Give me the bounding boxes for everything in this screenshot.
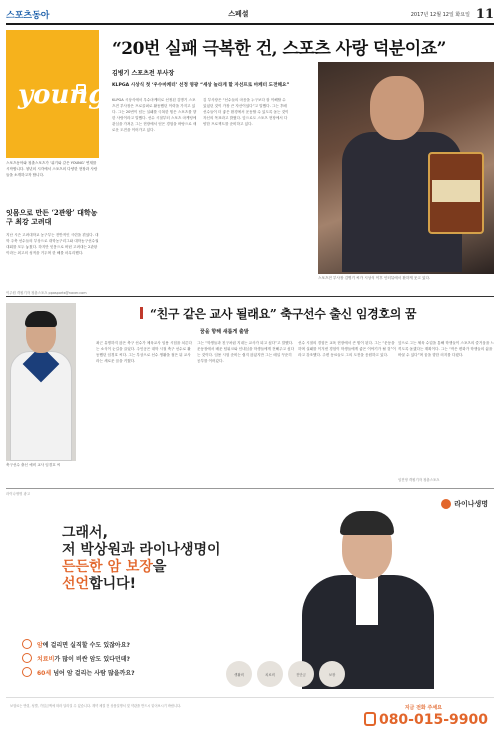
insurance-advertisement	[6, 488, 494, 736]
benefit-circle: 치료비	[257, 661, 283, 687]
benefit-circle: 보장	[319, 661, 345, 687]
ad-headline-line-1: 그래서,	[62, 525, 108, 541]
newspaper-logo: 스포츠동아	[6, 10, 50, 21]
ad-headline-highlight-2: 선언	[62, 576, 90, 592]
article2-column-3: 선수 시절의 경험은 교육 현장에서 큰 힘이 된다. 그는 “운동을 하며 실패를 이겨낸 경험이 학생들에게 좋은 이야기가 될 것”이라고 강조했다. 주변 동료들도 그의 도전을 응원하고 있다.	[298, 341, 396, 357]
ad-headline-line-4	[62, 576, 221, 593]
second-headline: “친구 같은 교사 될래요” 축구선수 출신 임경호의 꿈	[150, 305, 490, 322]
ad-brand-logo	[441, 499, 488, 509]
benefit-circle: 생활비	[226, 661, 252, 687]
interview-photo	[318, 62, 494, 274]
photo-figure-face	[370, 76, 424, 140]
young-logo-mark	[76, 84, 86, 94]
ad-question-2-text: 가 많이 비싼 암도 있다던데?	[54, 655, 130, 663]
question-icon	[22, 653, 32, 663]
left-contact: 이주원 객원기자 청춘스포츠 ppasports@naver.com	[6, 291, 87, 295]
spokesperson-hair	[340, 511, 394, 535]
ad-phone-label: 지금 전화 주세요	[404, 705, 442, 711]
masthead	[6, 6, 494, 22]
ad-question-1-keyword: 암	[37, 641, 43, 649]
page-number: 11	[475, 6, 494, 22]
ad-headline-highlight-1: 든든한 암 보장	[62, 559, 153, 575]
phone-icon	[364, 712, 376, 726]
ad-question-3	[22, 667, 192, 677]
ad-question-2-keyword: 치료비	[37, 655, 55, 663]
ad-question-2	[22, 653, 192, 663]
benefit-circle: 진단금	[288, 661, 314, 687]
ad-question-3-text: 넘어 암 걸리는 사람 많을까요?	[51, 669, 135, 677]
article-column-1: KLPGA 시상식에서 우수마케터로 선정된 김병기 스포츠전 부사장은 프로골퍼로 활동했던 이력을 가지고 있다. 그는 20번이 넘는 실패를 극복한 힘은 스포츠를 향한 사랑이라고 말했다. 선수 시절부터 스포츠 마케팅에 관심을 가져온 그는 현장에서 얻은 경험을 바탕으로 새로운 도전을 이어가고 있다.	[112, 98, 197, 132]
top-rule	[6, 23, 494, 25]
article2-column-1: 최근 유명하지 않은 축구 선수가 체육교사 임용 시험을 치른다는 소식이 눈길을 끌었다. 주인공은 대학 시절 축구 선수로 활동했던 임경호 씨다. 그는 부상으로 선수 생활을 접은 뒤 교사라는 새로운 꿈을 키웠다.	[96, 341, 192, 363]
ad-footer	[6, 697, 494, 735]
ad-question-1-text: 에 걸리면 실직할 수도 있잖아요?	[42, 641, 130, 649]
pull-quote: KLPGA 시상식 첫 ‘우수마케터’ 선정 영광 “세상 놀라게 할 자선프로 마케터 도전해요”	[112, 83, 290, 88]
ad-fine-print: 보험료는 연령, 성별, 가입금액에 따라 달라질 수 있습니다. 계약 체결 전 상품설명서 및 약관을 반드시 읽어보시기 바랍니다.	[10, 704, 182, 708]
section-title: 스페셜	[228, 10, 249, 18]
left-column-text: 지난 시즌 고려대학교 농구부는 전반적인 시련을 겪었다. 대학 주축 선수들의 부상으로 대학농구리그와 대학농구선수권대회를 모두 놓쳤다. 하지만 잇몸으로 버틴 고려대는 2관왕이라는 최고의 성적을 거두며 한 해를 마무리했다.	[6, 233, 99, 255]
article2-column-2: 그는 “학생들과 친구처럼 지내는 교사가 되고 싶다”고 말했다. 운동장에서 배운 팀워크와 인내심을 학생들에게 전해주고 싶다는 것이다. 임용 시험 준비는 쉽지 않았지만 그는 매일 꾸준히 공부를 이어갔다.	[197, 341, 295, 363]
interview-photo-caption: 스포츠전 부사장 김병기 씨가 시상식 이후 인터뷰에서 환하게 웃고 있다.	[318, 276, 431, 280]
issue-date: 2017년 12월 12일 화요일	[410, 11, 470, 18]
brand-logo-icon	[441, 499, 451, 509]
ad-benefit-circles	[226, 661, 345, 687]
ad-brand-name: 라이나생명	[454, 500, 488, 508]
ad-top-strip: 라이나생명 광고	[6, 492, 31, 496]
second-subhead: 꿈을 향해 새롭게 출발	[200, 329, 249, 335]
young-logo-text: young	[18, 80, 107, 110]
question-icon	[22, 639, 32, 649]
ad-question-3-keyword: 60세	[37, 669, 52, 677]
article-column-2: 김 부사장은 “선수들의 마음을 누구보다 잘 이해할 수 있었던 것이 가장 큰 자산이었다”고 말했다. 그는 후배 선수들이 더 좋은 환경에서 운동할 수 있도록 돕는 것이 자신의 목표라고 밝혔다. 앞으로도 스포츠 현장에서 다양한 프로젝트를 준비하고 있다.	[203, 98, 289, 126]
photo-bottle-label	[432, 180, 480, 202]
player-photo-hair	[25, 311, 57, 327]
left-subhead: 잇몸으로 만든 ‘2관왕’ 대학농구 최강 고려대	[6, 208, 98, 226]
article2-column-4: 앞으로 그는 체육 수업을 통해 학생들이 스포츠의 즐거움을 느끼도록 돕겠다는 계획이다. 그는 “작은 변화가 학생들의 삶을 바꿀 수 있다”며 꿈을 향한 의지를 다졌다.	[398, 341, 494, 357]
byline: 김병기 스포츠전 부사장	[112, 70, 175, 77]
ad-question-1	[22, 639, 192, 649]
right-contact: 임진영 객원기자 청춘스포츠	[398, 478, 440, 482]
intro-text: 스포츠동아와 청춘스포츠가 ‘위기와 같은 YOUNG’ 연재를 시작합니다. 청년의 시각에서 스포츠의 다양한 현장과 사람들을 소개하고자 합니다.	[6, 161, 98, 177]
ad-phone-number[interactable]: 080-015-9900	[378, 712, 488, 728]
ad-headline-line-3-rest: 을	[152, 559, 167, 575]
main-headline: “20번 실패 극복한 건, 스포츠 사랑 덕분이죠”	[112, 39, 446, 59]
section-divider	[6, 296, 494, 297]
spokesperson-shirt	[356, 575, 378, 625]
player-photo	[6, 303, 76, 461]
question-icon	[22, 667, 32, 677]
ad-headline-line-2: 저 박상원과 라이나생명이	[62, 542, 221, 558]
ad-headline-line-4-rest: 합니다!	[89, 576, 137, 592]
player-photo-caption: 축구선수 출신 예비 교사 임경호 씨	[6, 463, 61, 467]
ad-headline	[62, 525, 221, 593]
ad-headline-line-3	[62, 559, 221, 576]
young-logo-box	[6, 30, 107, 158]
